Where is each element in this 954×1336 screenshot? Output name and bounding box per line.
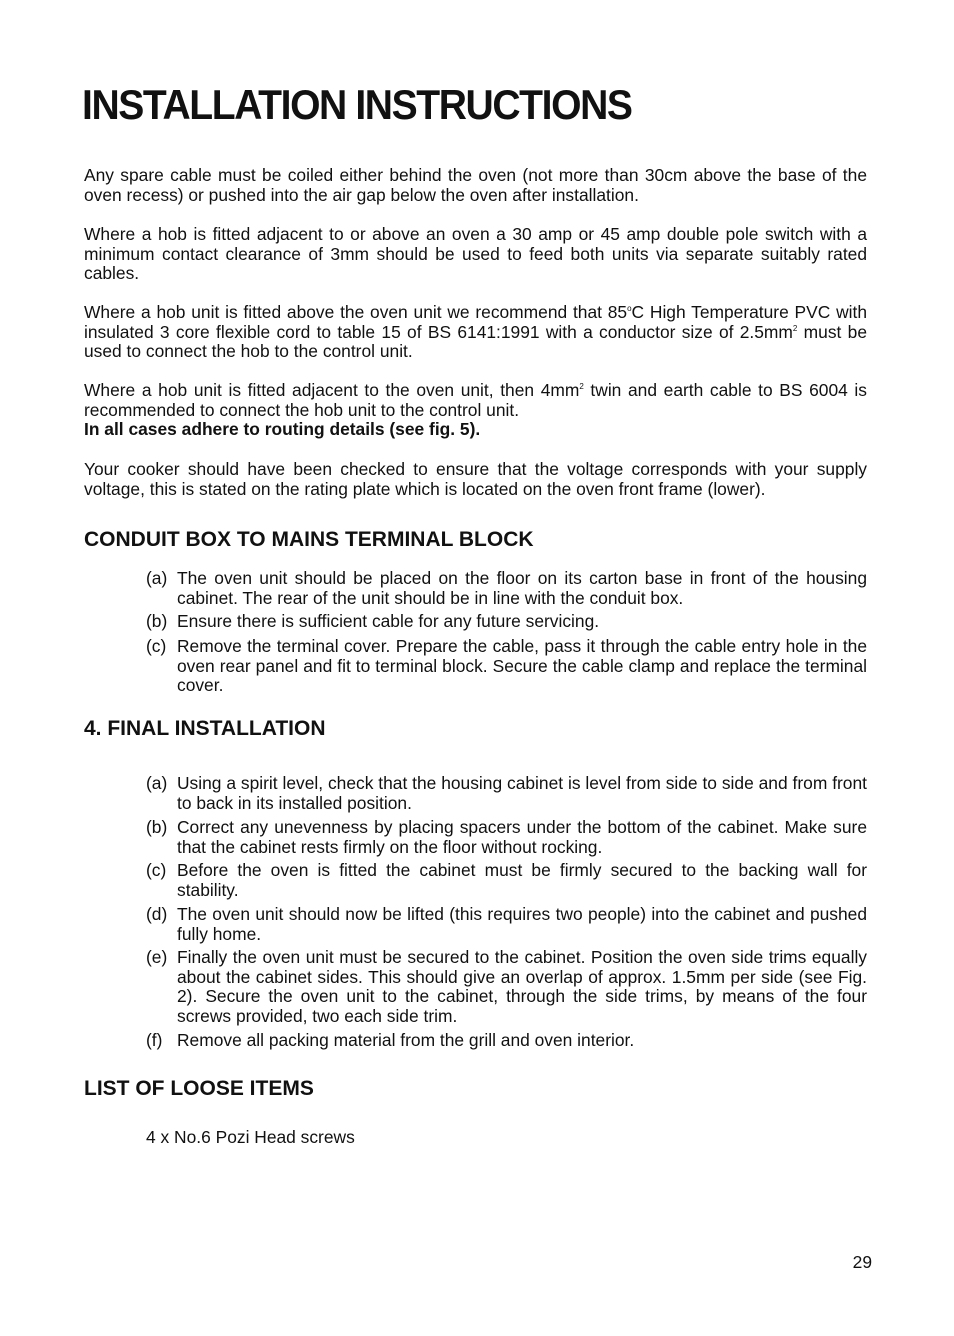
list-item-text: The oven unit should now be lifted (this requires two people) into the cabinet and pushed fully home. <box>177 904 867 944</box>
list-item-label: (f) <box>146 1030 163 1050</box>
list-item <box>146 818 867 857</box>
degree-sign: o <box>627 304 632 313</box>
paragraph-hob-adjacent-part-a: Where a hob unit is fitted adjacent to the oven unit, then 4mm <box>84 380 580 400</box>
list-item-label: (b) <box>146 817 168 837</box>
paragraph-hob-above-part-c: must be used to connect the hob to the control unit. <box>84 321 867 362</box>
list-item-text: Before the oven is fitted the cabinet must be firmly secured to the backing wall for stability. <box>177 860 867 900</box>
loose-item: 4 x No.6 Pozi Head screws <box>146 1127 355 1147</box>
list-item <box>146 948 867 1026</box>
list-item-label: (d) <box>146 904 168 924</box>
paragraph-hob-above-part-b: C High Temperature PVC with insulated 3 core flexible cord to table 15 of BS 6141:1991 with a conductor size of 2.5mm <box>84 302 867 342</box>
routing-note: In all cases adhere to routing details (see fig. 5). <box>84 419 481 440</box>
list-item-label: (a) <box>146 773 168 793</box>
list-item-text: The oven unit should be placed on the floor on its carton base in front of the housing cabinet. The rear of the unit should be in line with the conduit box. <box>177 568 867 608</box>
list-item-text: Using a spirit level, check that the housing cabinet is level from side to side and from front to back in its installed position. <box>177 773 867 813</box>
list-item-label: (e) <box>146 947 168 967</box>
paragraph-spare-cable: Any spare cable must be coiled either behind the oven (not more than 30cm above the base of the oven recess) or pushed into the air gap below the oven after installation. <box>84 165 867 205</box>
list-item-text: Correct any unevenness by placing spacers under the bottom of the cabinet. Make sure that the cabinet rests firmly on the floor without rocking. <box>177 817 867 857</box>
list-item <box>146 569 867 608</box>
list-item-text: Finally the oven unit must be secured to the cabinet. Position the oven side trims equally about the cabinet sides. This should give an overlap of approx. 1.5mm per side (see Fig. 2). Secure the oven unit to the cabinet, through the side trims, by means of the four screws provided, two each side trim. <box>177 947 867 1026</box>
page-title: INSTALLATION INSTRUCTIONS <box>82 81 632 128</box>
paragraph-hob-switch: Where a hob is fitted adjacent to or above an oven a 30 amp or 45 amp double pole switch with a minimum contact clearance of 3mm should be used to feed both units via separate suitably rated cables. <box>84 224 867 284</box>
list-item-label: (c) <box>146 860 167 880</box>
page-number: 29 <box>852 1252 872 1272</box>
list-item-text: Ensure there is sufficient cable for any future servicing. <box>177 611 600 631</box>
list-item <box>146 774 867 813</box>
list-item-label: (a) <box>146 568 168 588</box>
list-item <box>146 612 867 632</box>
paragraph-hob-adjacent <box>84 381 867 440</box>
list-item <box>146 861 867 900</box>
list-item-text: Remove the terminal cover. Prepare the cable, pass it through the cable entry hole in the oven rear panel and fit to terminal block. Secure the cable clamp and replace the terminal cover. <box>177 636 867 696</box>
list-item <box>146 1031 867 1051</box>
squared-sign: 2 <box>579 382 584 391</box>
paragraph-hob-above <box>84 303 867 362</box>
list-item-label: (b) <box>146 611 168 631</box>
paragraph-hob-above-part-a: Where a hob unit is fitted above the oven unit we recommend that 85 <box>84 302 628 322</box>
list-item <box>146 905 867 944</box>
heading-final-installation: 4. FINAL INSTALLATION <box>84 717 326 740</box>
heading-conduit-box: CONDUIT BOX TO MAINS TERMINAL BLOCK <box>84 528 534 551</box>
list-item <box>146 637 867 696</box>
heading-loose-items: LIST OF LOOSE ITEMS <box>84 1077 314 1100</box>
paragraph-hob-adjacent-part-b: twin and earth cable to BS 6004 is recommended to connect the hob unit to the control unit. <box>84 380 867 420</box>
list-item-label: (c) <box>146 636 167 656</box>
squared-sign: 2 <box>792 323 798 333</box>
paragraph-voltage: Your cooker should have been checked to ensure that the voltage corresponds with your supply voltage, this is stated on the rating plate which is located on the oven front frame (lower). <box>84 459 867 499</box>
list-item-text: Remove all packing material from the grill and oven interior. <box>177 1030 635 1050</box>
